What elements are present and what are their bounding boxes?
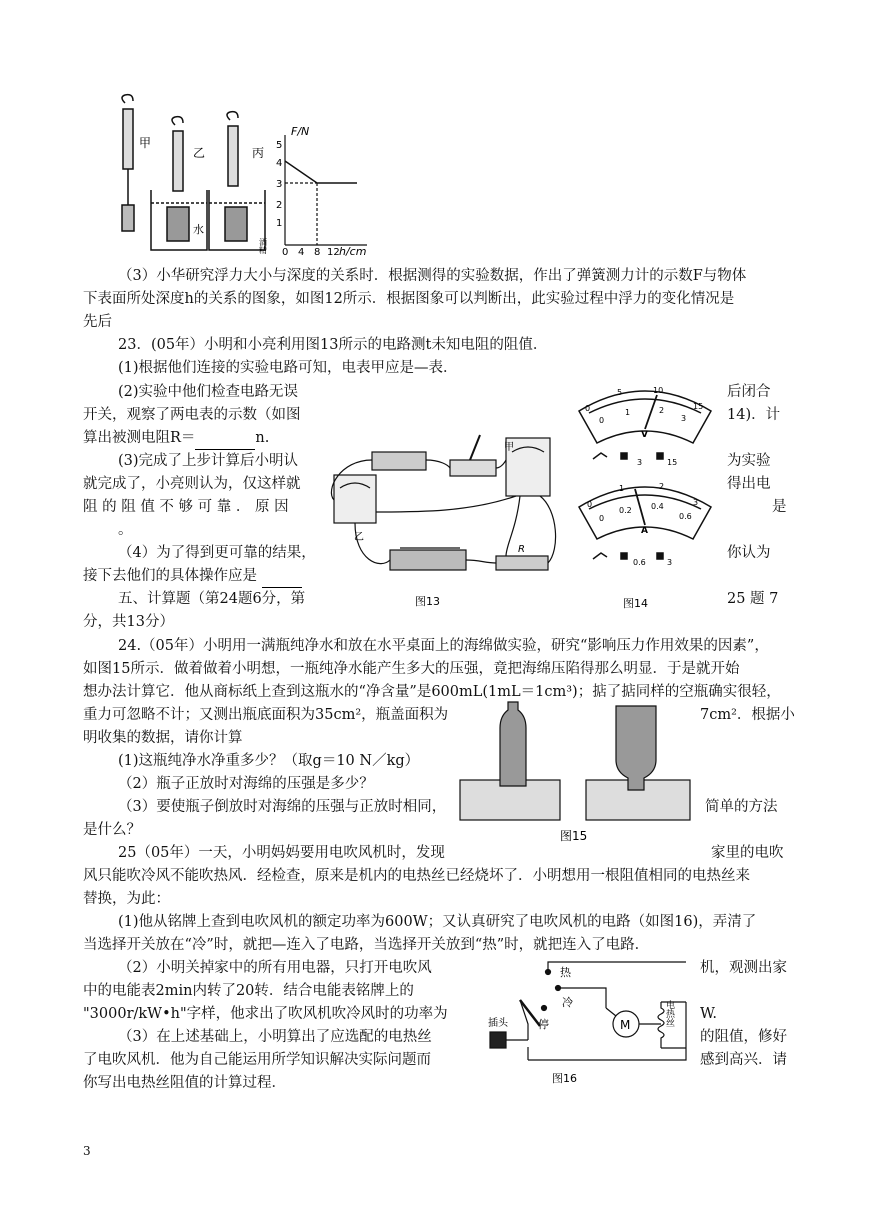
q22-3-line3: 先后 bbox=[83, 314, 112, 330]
q23-part2-right1: 后闭合 bbox=[727, 384, 771, 400]
fig12-curve bbox=[285, 161, 357, 183]
fig12-ytick: 2 bbox=[276, 200, 283, 211]
q23-part3-right2: 得出电 bbox=[727, 476, 771, 492]
fig14-v-top-tick: 15 bbox=[693, 402, 704, 411]
fig16-motor-label: M bbox=[620, 1018, 631, 1032]
figure-15 bbox=[456, 698, 696, 848]
fig16-plug-label: 插头 bbox=[488, 1018, 508, 1029]
fig12-alcohol-label: 酒精 bbox=[258, 238, 268, 254]
fig14-a-bottom-tick: 0.4 bbox=[651, 502, 664, 511]
q23-part3-d: 。 bbox=[118, 522, 133, 538]
q25-part2-c: "3000r/kW•h"字样，他求出了吹风机吹冷风时的功率为 bbox=[83, 1006, 448, 1022]
figure-13 bbox=[320, 430, 560, 610]
q23-part2-c-text: 算出被测电阻R＝ bbox=[83, 430, 196, 446]
q25-part1-a: (1)他从铭牌上查到电吹风机的额定功率为600W；又认真研究了电吹风机的电路（如图16)，弄清了 bbox=[118, 914, 757, 930]
q25-part3-b: 了电吹风机．他为自己能运用所学知识解决实际问题而 bbox=[83, 1052, 431, 1068]
q24-sub3: （3）要使瓶子倒放时对海绵的压强与正放时相同， bbox=[118, 799, 447, 815]
section5-line2: 分，共13分） bbox=[83, 614, 174, 630]
q23-part2-right2: 14)．计 bbox=[727, 407, 781, 423]
q23-part3-right3: 是 bbox=[772, 499, 787, 515]
fig14-caption: 图14 bbox=[623, 597, 648, 610]
q23-part1: (1)根据他们连接的实验电路可知，电表甲应是—表． bbox=[118, 360, 458, 376]
q24-line5: 明收集的数据，请你计算 bbox=[83, 730, 243, 746]
fig12-ytick: 3 bbox=[276, 179, 283, 190]
fig12-ytick: 5 bbox=[276, 140, 283, 151]
fig12-xtick: 0 bbox=[282, 247, 289, 258]
q23-part3-a: (3)完成了上步计算后小明认 bbox=[118, 453, 299, 469]
q23-part4-a: （4）为了得到更可靠的结果， bbox=[118, 545, 316, 561]
fig14-v-term: 3 bbox=[637, 458, 643, 467]
fig12-y-axis-label: F/N bbox=[291, 125, 310, 138]
figure-12 bbox=[105, 95, 367, 258]
fig14-a-term: 3 bbox=[667, 558, 673, 567]
q23-part3-right1: 为实验 bbox=[727, 453, 771, 469]
q25-part3-c: 你写出电热丝阻值的计算过程． bbox=[83, 1075, 286, 1091]
fig15-caption: 图15 bbox=[560, 829, 588, 843]
fig14-v-bottom-tick: 2 bbox=[659, 406, 665, 415]
fig13-caption: 图13 bbox=[415, 595, 440, 608]
q22-3-line1: （3）小华研究浮力大小与深度的关系时．根据测得的实验数据，作出了弹簧测力计的示数F与物体 bbox=[118, 268, 747, 284]
q24-line1: 24.（05年）小明用一满瓶纯净水和放在水平桌面上的海绵做实验，研究“影响压力作用效果的因素”， bbox=[118, 638, 769, 654]
answer-blank[interactable] bbox=[195, 427, 255, 450]
fig14-a-bottom-tick: 0.2 bbox=[619, 506, 632, 515]
q24-sub1: (1)这瓶纯净水净重多少？（取g＝10 N／kg） bbox=[118, 753, 420, 769]
fig14-v-top-tick: 10 bbox=[653, 386, 664, 395]
q23-part4-b-text: 接下去他们的具体操作应是 bbox=[83, 568, 257, 584]
fig16-cold-label: 冷 bbox=[562, 996, 573, 1009]
section5-line1: 五、计算题（第24题6分，第 bbox=[118, 591, 306, 607]
q25-part2-a: （2）小明关掉家中的所有用电器，只打开电吹风 bbox=[118, 960, 432, 976]
figure-16 bbox=[486, 952, 696, 1087]
q24-line4: 重力可忽略不计；又测出瓶底面积为35cm²，瓶盖面积为 bbox=[83, 707, 449, 723]
fig14-a-top-tick: 3 bbox=[693, 498, 699, 507]
fig14-a-term: 0.6 bbox=[633, 558, 646, 567]
fig16-heating-wire-label: 电热丝 bbox=[664, 1000, 674, 1027]
fig12-xtick: 4 bbox=[298, 247, 305, 258]
q25-line1: 25（05年）一天，小明妈妈要用电吹风机时，发现 bbox=[118, 845, 445, 861]
q23-part4-right: 你认为 bbox=[727, 545, 771, 561]
fig14-a-bottom-tick: 0.6 bbox=[679, 512, 692, 521]
q24-line3: 想办法计算它．他从商标纸上查到这瓶水的“净含量”是600mL(1mL＝1cm³)；掂了掂同样的空瓶确实很轻， bbox=[83, 684, 781, 700]
fig14-a-top-tick: 0 bbox=[587, 500, 593, 509]
fig12-xtick: 8 bbox=[314, 247, 321, 258]
q25-part3-a-right: 的阻值，修好 bbox=[700, 1029, 787, 1045]
fig13-label-r: R bbox=[518, 544, 525, 555]
section5-right: 25 题 7 bbox=[727, 591, 779, 607]
fig12-xtick: 12 bbox=[327, 247, 340, 258]
q25-line3: 替换，为此： bbox=[83, 891, 170, 907]
fig16-caption: 图16 bbox=[552, 1072, 577, 1085]
fig12-x-axis-label: h/cm bbox=[339, 245, 367, 258]
q24-line4-right: 7cm²．根据小 bbox=[700, 707, 795, 723]
q24-sub3-right: 简单的方法 bbox=[705, 799, 778, 815]
fig14-a-top-tick: 2 bbox=[659, 482, 665, 491]
fig12-water-label: 水 bbox=[193, 223, 204, 236]
q25-part2-c-right: W. bbox=[700, 1006, 717, 1022]
fig14-v-unit: V bbox=[641, 430, 648, 440]
q23-part2-b: 开关，观察了两电表的示数（如图 bbox=[83, 407, 301, 423]
fig14-v-top-tick: 0 bbox=[585, 404, 591, 413]
fig12-label-yi: 乙 bbox=[193, 146, 206, 160]
fig14-a-bottom-tick: 0 bbox=[599, 514, 605, 523]
q25-part2-b: 中的电能表2min内转了20转．结合电能表铭牌上的 bbox=[83, 983, 414, 999]
q23-part2-c-unit: n. bbox=[255, 430, 270, 446]
q22-3-line2: 下表面所处深度h的关系的图象，如图12所示．根据图象可以判断出，此实验过程中浮力的变化情况是 bbox=[83, 291, 735, 307]
q25-part3-b-right: 感到高兴．请 bbox=[700, 1052, 787, 1068]
q25-part2-a-right: 机，观测出家 bbox=[700, 960, 787, 976]
figure-14 bbox=[575, 385, 715, 610]
q24-sub3-b: 是什么？ bbox=[83, 822, 141, 838]
fig14-v-bottom-tick: 0 bbox=[599, 416, 605, 425]
fig14-v-term: 15 bbox=[667, 458, 678, 467]
page-number: 3 bbox=[83, 1144, 91, 1158]
fig13-label-jia: 甲 bbox=[504, 442, 514, 453]
fig14-v-bottom-tick: 1 bbox=[625, 408, 631, 417]
q23-title: 23．(05年）小明和小亮利用图13所示的电路测t未知电阻的阻值． bbox=[118, 337, 548, 353]
q23-part2-a: (2)实验中他们检查电路无误 bbox=[118, 384, 299, 400]
q25-line1-right: 家里的电吹 bbox=[711, 845, 784, 861]
fig16-hot-label: 热 bbox=[560, 966, 571, 979]
fig14-v-top-tick: 5 bbox=[617, 388, 623, 397]
fig14-a-unit: A bbox=[641, 526, 648, 536]
fig12-ytick: 1 bbox=[276, 218, 283, 229]
q25-part1-b: 当选择开关放在“冷”时，就把—连入了电路，当选择开关放到“热”时，就把连入了电路． bbox=[83, 937, 650, 953]
fig12-ytick: 4 bbox=[276, 158, 283, 169]
q25-part3-a: （3）在上述基础上，小明算出了应选配的电热丝 bbox=[118, 1029, 432, 1045]
q23-part4-b bbox=[83, 565, 302, 588]
q23-part2-c bbox=[83, 427, 269, 450]
fig13-label-yi: 乙 bbox=[354, 532, 364, 543]
fig14-v-bottom-tick: 3 bbox=[681, 414, 687, 423]
q24-line2: 如图15所示．做着做着小明想，一瓶纯净水能产生多大的压强，竟把海绵压陷得那么明显．于是就开始 bbox=[83, 661, 740, 677]
q24-sub2: （2）瓶子正放时对海绵的压强是多少？ bbox=[118, 776, 374, 792]
q23-part3-c: 阻 的 阻 值 不 够 可 靠 ． 原 因 bbox=[83, 499, 289, 515]
answer-blank[interactable] bbox=[262, 565, 302, 588]
q25-line2: 风只能吹冷风不能吹热风．经检查，原来是机内的电热丝已经烧坏了．小明想用一根阻值相同的电热丝来 bbox=[83, 868, 750, 884]
fig14-a-top-tick: 1 bbox=[619, 484, 625, 493]
fig16-stop-label: 停 bbox=[538, 1018, 549, 1031]
fig12-label-bing: 丙 bbox=[252, 146, 265, 160]
q23-part3-b: 就完成了，小亮则认为，仅这样就 bbox=[83, 476, 301, 492]
fig12-label-jia: 甲 bbox=[139, 136, 152, 150]
